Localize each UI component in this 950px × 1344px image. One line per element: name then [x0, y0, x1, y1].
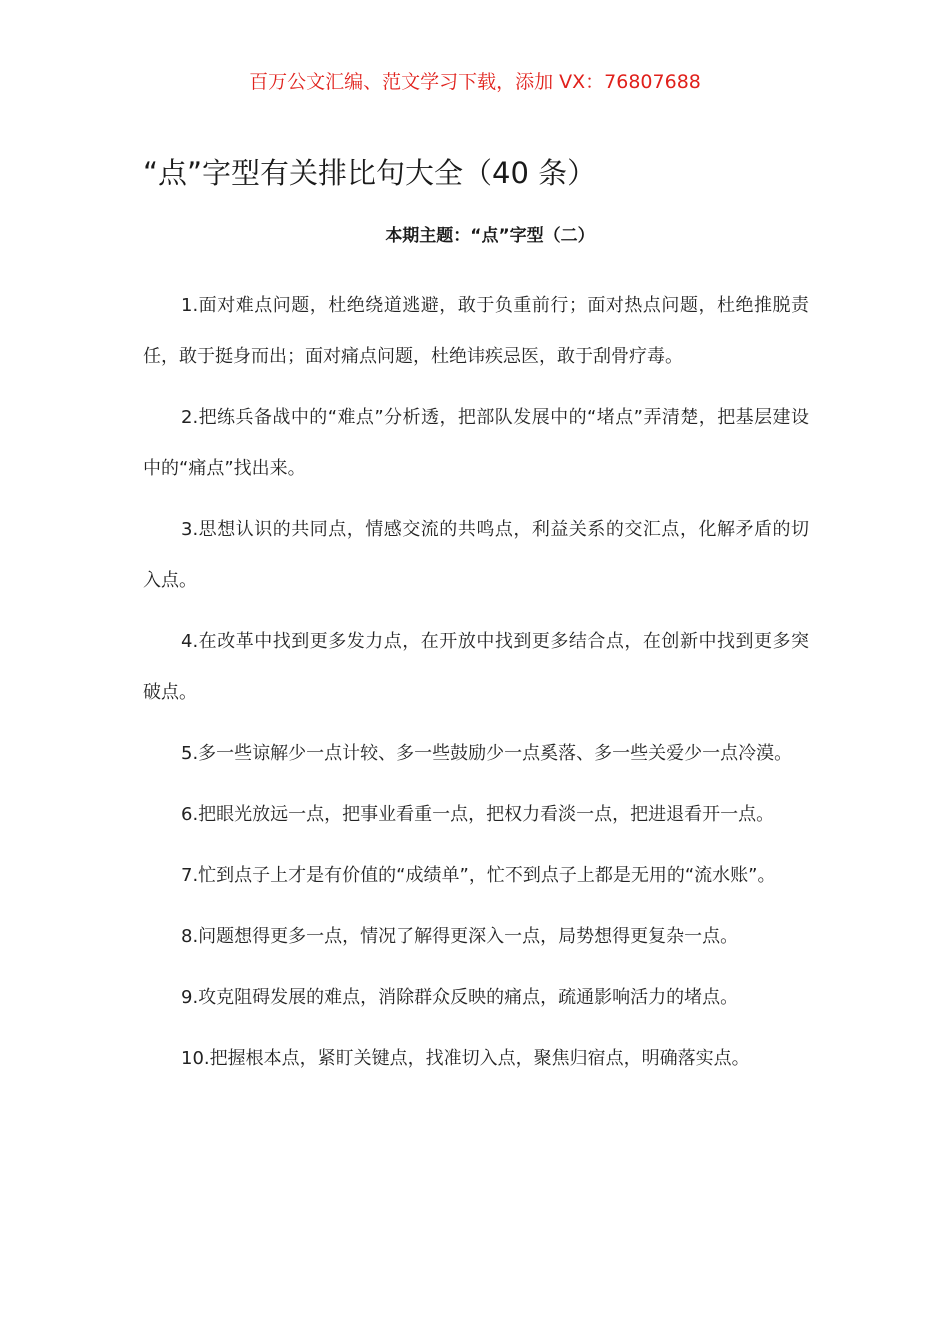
item-list	[143, 280, 809, 1094]
list-item: 2.把练兵备战中的“难点”分析透，把部队发展中的“堵点”弄清楚，把基层建设中的“痛点”找出来。	[143, 407, 809, 479]
subtitle: 本期主题：“点”字型（二）	[385, 226, 595, 246]
page-title: “点”字型有关排比句大全（40 条）	[143, 156, 597, 190]
list-item: 9.攻克阻碍发展的难点，消除群众反映的痛点，疏通影响活力的堵点。	[181, 987, 739, 1008]
list-item: 6.把眼光放远一点，把事业看重一点，把权力看淡一点，把进退看开一点。	[181, 804, 775, 825]
list-item: 10.把握根本点，紧盯关键点，找准切入点，聚焦归宿点，明确落实点。	[181, 1048, 750, 1069]
list-item: 1.面对难点问题，杜绝绕道逃避，敢于负重前行；面对热点问题，杜绝推脱责任，敢于挺身而出；面对痛点问题，杜绝讳疾忌医，敢于刮骨疗毒。	[143, 295, 809, 367]
list-item: 7.忙到点子上才是有价值的“成绩单”，忙不到点子上都是无用的“流水账”。	[181, 865, 776, 886]
header-banner: 百万公文汇编、范文学习下载，添加 VX：76807688	[249, 71, 701, 93]
list-item: 4.在改革中找到更多发力点，在开放中找到更多结合点，在创新中找到更多突破点。	[143, 631, 809, 703]
list-item: 5.多一些谅解少一点计较、多一些鼓励少一点奚落、多一些关爱少一点冷漠。	[181, 743, 793, 764]
list-item: 3.思想认识的共同点，情感交流的共鸣点，利益关系的交汇点，化解矛盾的切入点。	[143, 519, 809, 591]
list-item: 8.问题想得更多一点，情况了解得更深入一点，局势想得更复杂一点。	[181, 926, 739, 947]
